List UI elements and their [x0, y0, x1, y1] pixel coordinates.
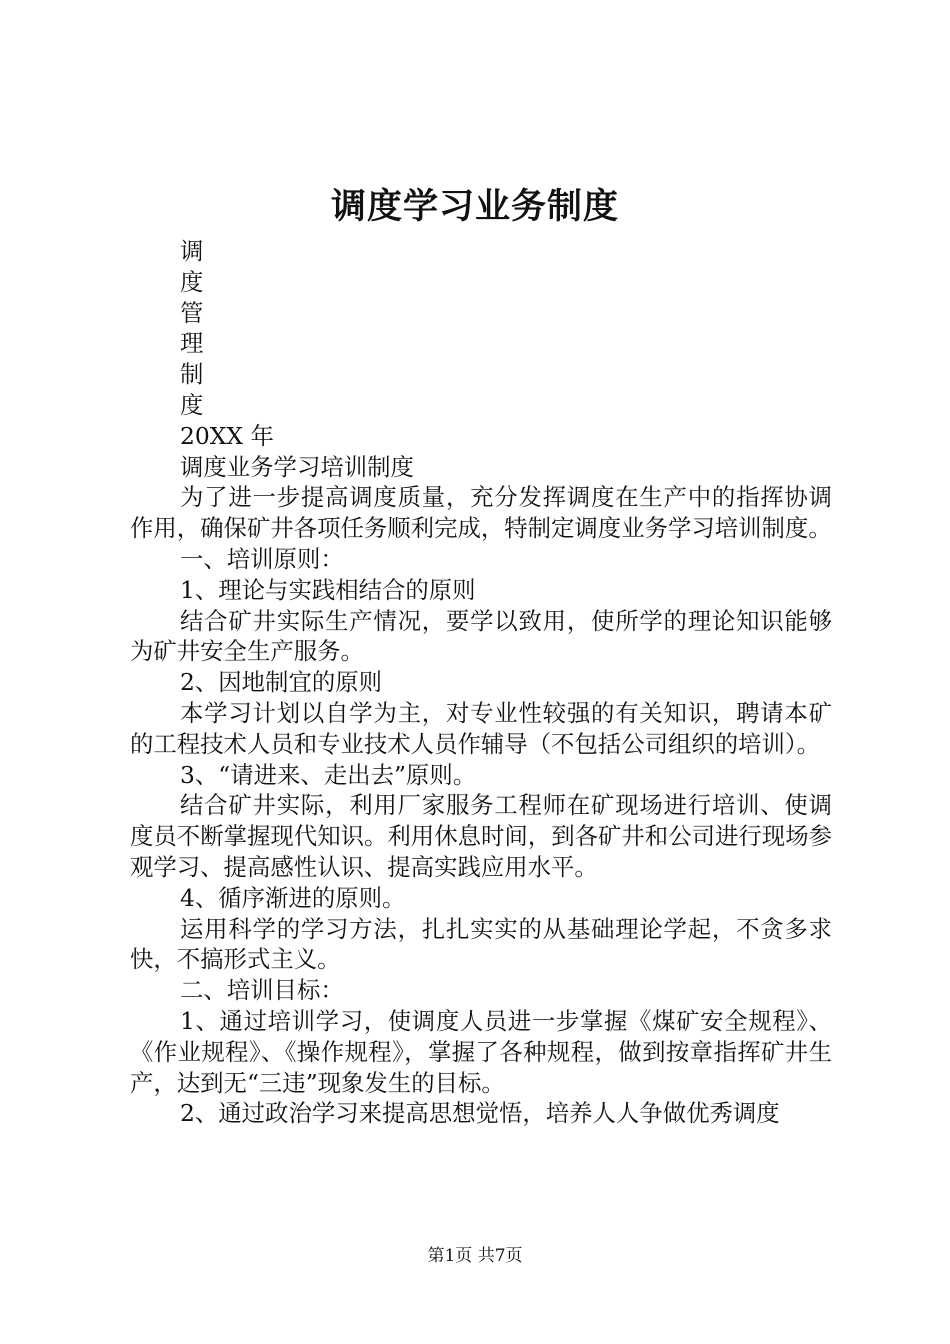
paragraph: 结合矿井实际生产情况，要学以致用，使所学的理论知识能够为矿井安全生产服务。	[130, 606, 832, 666]
document-title: 调度学习业务制度	[330, 186, 619, 227]
cover-year: 20XX 年	[180, 421, 274, 450]
subheading: 3、“请进来、走出去”原则。	[180, 760, 477, 789]
section-heading: 调度业务学习培训制度	[180, 452, 414, 481]
subheading: 4、循序渐进的原则。	[180, 883, 406, 912]
cover-line: 管	[180, 298, 204, 327]
paragraph: 运用科学的学习方法，扎扎实实的从基础理论学起，不贪多求快，不搞形式主义。	[130, 914, 832, 974]
document-body	[130, 236, 832, 1129]
paragraph: 1、通过培训学习，使调度人员进一步掌握《煤矿安全规程》、《作业规程》、《操作规程》，掌握了各种规程，做到按章指挥矿井生产，达到无“三违”现象发生的目标。	[130, 1006, 832, 1097]
paragraph: 结合矿井实际，利用厂家服务工程师在矿现场进行培训、使调度员不断掌握现代知识。利用休息时间，到各矿井和公司进行现场参观学习、提高感性认识、提高实践应用水平。	[130, 791, 832, 881]
paragraph: 本学习计划以自学为主，对专业性较强的有关知识，聘请本矿的工程技术人员和专业技术人员作辅导（不包括公司组织的培训）。	[130, 698, 832, 758]
paragraph: 2、通过政治学习来提高思想觉悟，培养人人争做优秀调度	[180, 1099, 780, 1128]
subheading: 2、因地制宜的原则	[180, 668, 383, 697]
paragraph: 为了进一步提高调度质量，充分发挥调度在生产中的指挥协调作用，确保矿井各项任务顺利完成，特制定调度业务学习培训制度。	[130, 483, 832, 543]
cover-line: 调	[180, 237, 204, 265]
section-heading: 一、培训原则：	[180, 544, 344, 573]
cover-line: 制	[180, 360, 204, 389]
subheading: 1、理论与实践相结合的原则	[180, 575, 476, 604]
cover-line: 度	[180, 390, 204, 419]
cover-line: 理	[180, 329, 204, 358]
cover-line: 度	[180, 267, 204, 296]
page-footer: 第1页 共7页	[427, 1246, 523, 1266]
section-heading: 二、培训目标：	[180, 976, 344, 1005]
